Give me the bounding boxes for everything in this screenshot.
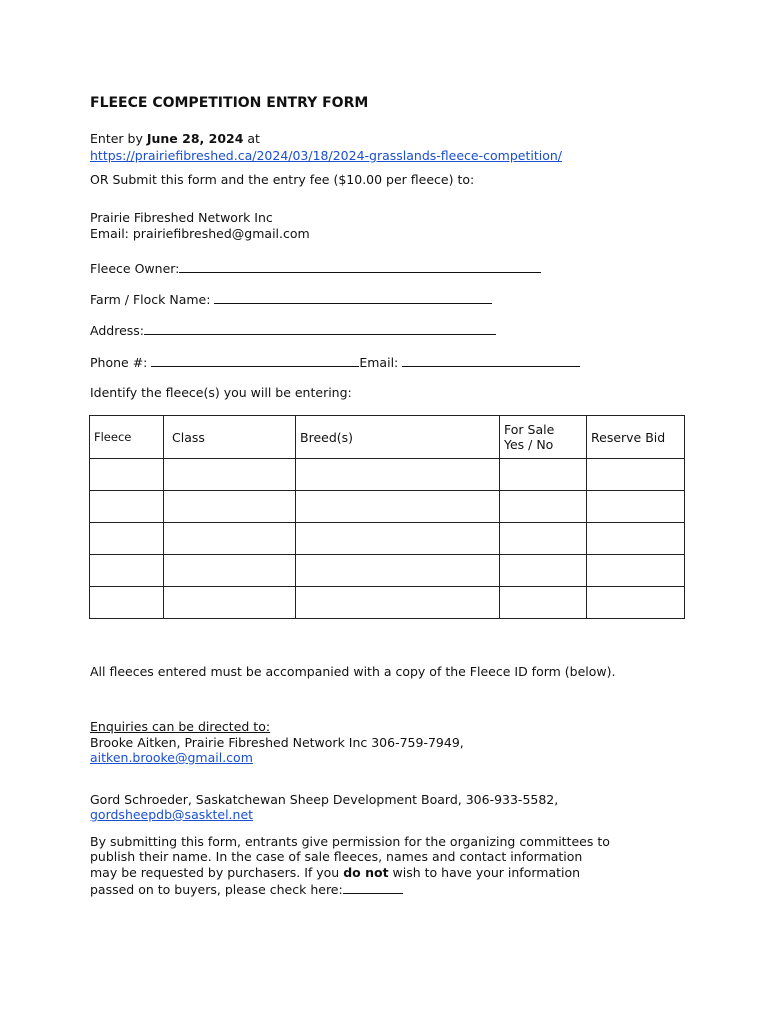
email-label: Email: (359, 355, 403, 370)
cell-reserve-bid[interactable] (587, 587, 685, 619)
fleece-owner-label: Fleece Owner: (90, 261, 180, 276)
cell-reserve-bid[interactable] (587, 523, 685, 555)
table-row (90, 587, 685, 619)
fleece-entry-table (89, 415, 685, 619)
contact-brooke-email-link[interactable]: aitken.brooke@gmail.com (90, 750, 253, 765)
deadline-line (90, 131, 260, 147)
form-title: FLEECE COMPETITION ENTRY FORM (90, 95, 369, 111)
email-blank[interactable] (402, 354, 580, 367)
farm-name-row (90, 291, 492, 308)
table-row (90, 459, 685, 491)
deadline-prefix: Enter by (90, 131, 147, 146)
consent-line-3a: may be requested by purchasers. If you (90, 865, 344, 880)
cell-class[interactable] (164, 459, 296, 491)
cell-breed[interactable] (296, 459, 500, 491)
phone-label: Phone #: (90, 355, 152, 370)
col-for-sale-line1: For Sale (504, 422, 555, 437)
cell-breed[interactable] (296, 587, 500, 619)
cell-breed[interactable] (296, 523, 500, 555)
consent-line-3c: wish to have your information (388, 865, 581, 880)
col-reserve-bid: Reserve Bid (587, 416, 685, 459)
org-name: Prairie Fibreshed Network Inc (90, 210, 273, 225)
col-for-sale-line2: Yes / No (504, 437, 554, 452)
cell-class[interactable] (164, 491, 296, 523)
consent-line-4 (90, 881, 403, 898)
col-class: Class (164, 416, 296, 459)
contact-gord-email-link[interactable]: gordsheepdb@sasktel.net (90, 807, 254, 822)
cell-for-sale[interactable] (500, 587, 587, 619)
cell-breed[interactable] (296, 491, 500, 523)
col-for-sale (500, 416, 587, 459)
table-row (90, 523, 685, 555)
deadline-suffix: at (243, 131, 260, 146)
col-fleece: Fleece (90, 416, 164, 459)
cell-fleece[interactable] (90, 491, 164, 523)
fleece-owner-row (90, 260, 541, 277)
enquiries-heading: Enquiries can be directed to: (90, 719, 271, 734)
cell-reserve-bid[interactable] (587, 555, 685, 587)
identify-instruction: Identify the fleece(s) you will be entering: (90, 385, 352, 400)
opt-out-check-blank[interactable] (343, 881, 403, 894)
fleece-owner-blank[interactable] (179, 260, 541, 273)
consent-do-not: do not (343, 865, 389, 880)
cell-fleece[interactable] (90, 587, 164, 619)
farm-name-label: Farm / Flock Name: (90, 292, 215, 307)
address-label: Address: (90, 323, 144, 338)
consent-check-label: passed on to buyers, please check here: (90, 882, 343, 897)
cell-for-sale[interactable] (500, 555, 587, 587)
address-blank[interactable] (144, 322, 496, 335)
cell-breed[interactable] (296, 555, 500, 587)
table-row (90, 491, 685, 523)
phone-blank[interactable] (151, 354, 359, 367)
org-email: Email: prairiefibreshed@gmail.com (90, 226, 310, 241)
cell-class[interactable] (164, 523, 296, 555)
cell-for-sale[interactable] (500, 459, 587, 491)
cell-for-sale[interactable] (500, 523, 587, 555)
deadline-date: June 28, 2024 (146, 131, 244, 146)
cell-for-sale[interactable] (500, 491, 587, 523)
col-breed: Breed(s) (296, 416, 500, 459)
entry-url-link[interactable]: https://prairiefibreshed.ca/2024/03/18/2024-grasslands-fleece-competition/ (90, 148, 562, 163)
cell-fleece[interactable] (90, 523, 164, 555)
cell-class[interactable] (164, 587, 296, 619)
phone-email-row (90, 354, 580, 371)
address-row (90, 322, 496, 339)
table-row (90, 555, 685, 587)
cell-fleece[interactable] (90, 459, 164, 491)
contact-brooke: Brooke Aitken, Prairie Fibreshed Network Inc 306-759-7949, (90, 735, 464, 750)
cell-reserve-bid[interactable] (587, 491, 685, 523)
contact-gord: Gord Schroeder, Saskatchewan Sheep Development Board, 306-933-5582, (90, 792, 559, 807)
consent-line-2: publish their name. In the case of sale fleeces, names and contact information (90, 849, 583, 864)
consent-line-3 (90, 865, 580, 881)
cell-fleece[interactable] (90, 555, 164, 587)
table-header-row (90, 416, 685, 459)
consent-line-1: By submitting this form, entrants give permission for the organizing committees to (90, 834, 610, 849)
submit-instructions: OR Submit this form and the entry fee ($10.00 per fleece) to: (90, 172, 475, 187)
farm-name-blank[interactable] (214, 291, 492, 304)
cell-reserve-bid[interactable] (587, 459, 685, 491)
cell-class[interactable] (164, 555, 296, 587)
id-form-note: All fleeces entered must be accompanied with a copy of the Fleece ID form (below). (90, 664, 616, 679)
